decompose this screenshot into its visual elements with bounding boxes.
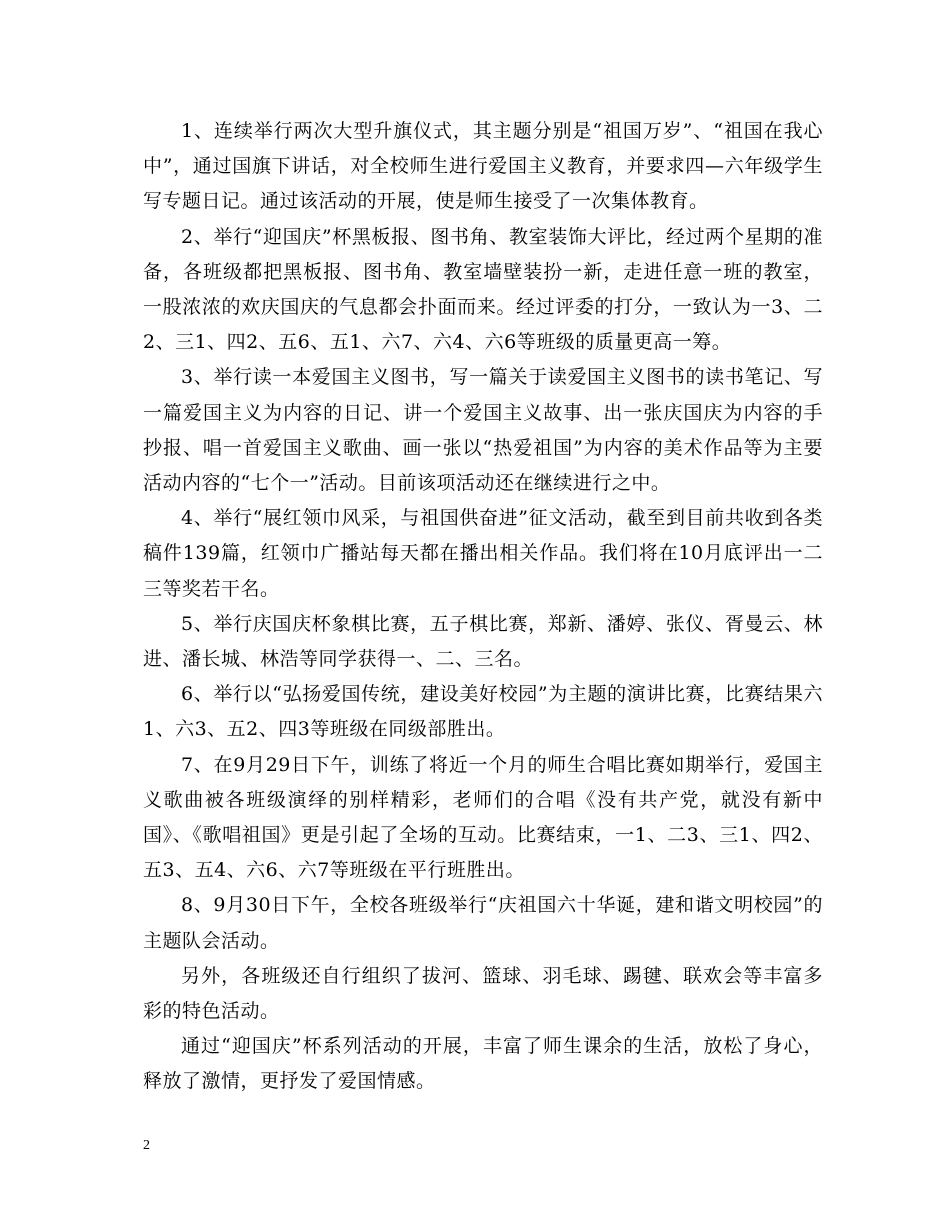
paragraph-7: 7、在9月29日下午，训练了将近一个月的师生合唱比赛如期举行，爱国主义歌曲被各班级演绎的别样精彩，老师们的合唱《没有共产党，就没有新中国》、《歌唱祖国》更是引起了全场的互动。比赛结束，一1、二3、三1、四2、五3、五4、六6、六7等班级在平行班胜出。	[143, 753, 823, 882]
page-number: 2	[143, 1138, 150, 1153]
paragraph-3: 3、举行读一本爱国主义图书，写一篇关于读爱国主义图书的读书笔记、写一篇爱国主义为内容的日记、讲一个爱国主义故事、出一张庆国庆为内容的手抄报、唱一首爱国主义歌曲、画一张以“热爱祖国”为内容的美术作品等为主要活动内容的“七个一”活动。目前该项活动还在继续进行之中。	[143, 366, 823, 495]
paragraph-4: 4、举行“展红领巾风采，与祖国供奋进”征文活动，截至到目前共收到各类稿件139篇，红领巾广播站每天都在播出相关作品。我们将在10月底评出一二三等奖若干名。	[143, 507, 823, 600]
document-body	[143, 114, 823, 1100]
paragraph-6: 6、举行以“弘扬爱国传统，建设美好校园”为主题的演讲比赛，比赛结果六1、六3、五2、四3等班级在同级部胜出。	[143, 683, 823, 741]
paragraph-2: 2、举行“迎国庆”杯黑板报、图书角、教室装饰大评比，经过两个星期的准备，各班级都把黑板报、图书角、教室墙壁装扮一新，走进任意一班的教室，一股浓浓的欢庆国庆的气息都会扑面而来。经过评委的打分，一致认为一3、二2、三1、四2、五6、五1、六7、六4、六6等班级的质量更高一筹。	[143, 225, 823, 354]
paragraph-8: 8、9月30日下午，全校各班级举行“庆祖国六十华诞，建和谐文明校园”的主题队会活动。	[143, 894, 823, 952]
paragraph-5: 5、举行庆国庆杯象棋比赛，五子棋比赛，郑新、潘婷、张仪、胥曼云、林进、潘长城、林浩等同学获得一、二、三名。	[143, 612, 823, 671]
paragraph-10: 通过“迎国庆”杯系列活动的开展，丰富了师生课余的生活，放松了身心，释放了激情，更抒发了爱国情感。	[143, 1035, 823, 1093]
paragraph-9: 另外，各班级还自行组织了拔河、篮球、羽毛球、踢毽、联欢会等丰富多彩的特色活动。	[143, 964, 823, 1023]
paragraph-1: 1、连续举行两次大型升旗仪式，其主题分别是“祖国万岁”、“祖国在我心中”，通过国旗下讲话，对全校师生进行爱国主义教育，并要求四—六年级学生写专题日记。通过该活动的开展，使是师生接受了一次集体教育。	[143, 120, 823, 213]
